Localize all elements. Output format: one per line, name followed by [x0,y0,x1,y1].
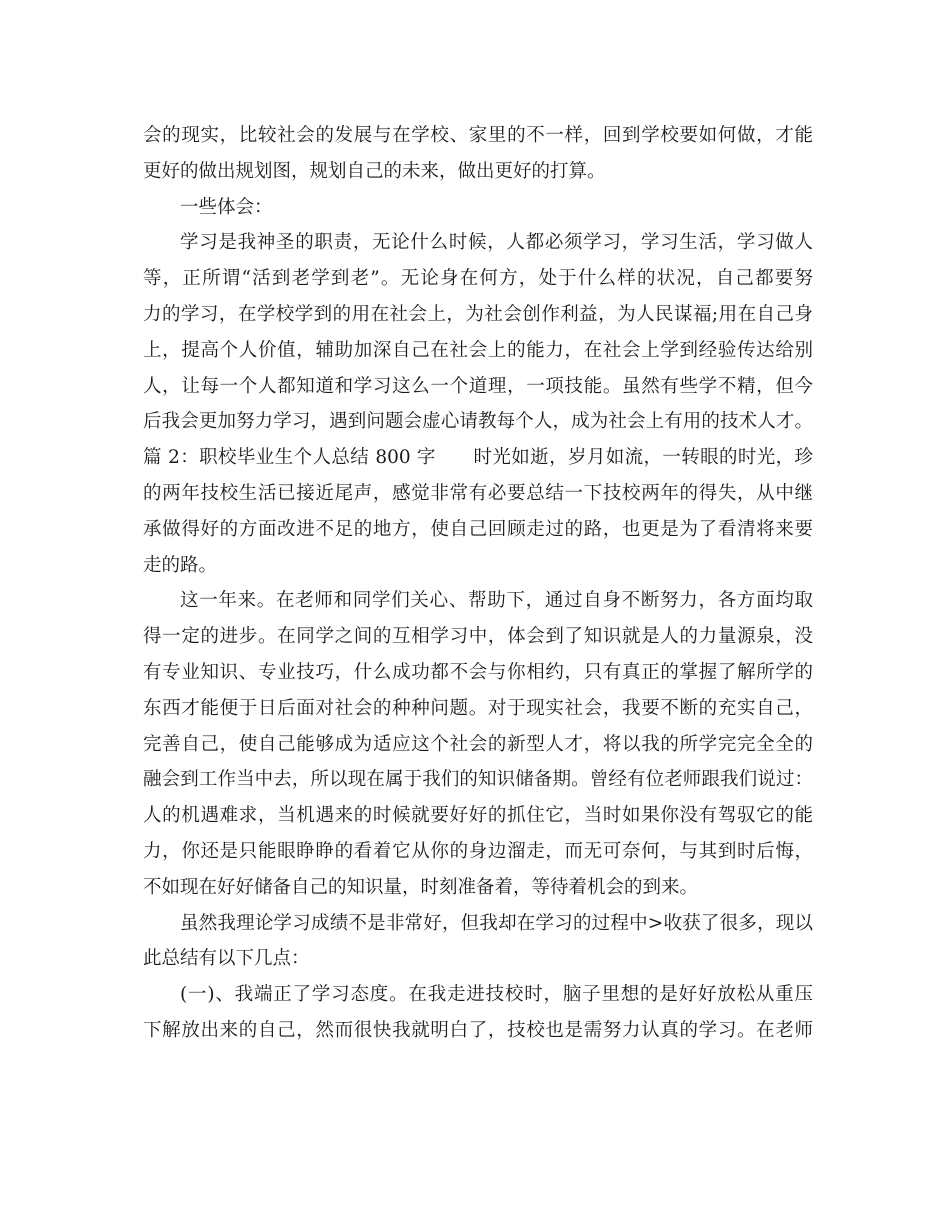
text-line: 东西才能便于日后面对社会的种种问题。对于现实社会，我要不断的充实自己， [143,697,813,719]
text-line: 后我会更加努力学习，遇到问题会虚心请教每个人，成为社会上有用的技术人才。 [143,411,813,433]
text-line: 有专业知识、专业技巧，什么成功都不会与你相约，只有真正的掌握了解所学的 [143,661,813,683]
text-line: 不如现在好好储备自己的知识量，时刻准备着，等待着机会的到来。 [143,876,699,898]
document-body [143,118,813,1049]
text-line: 人，让每一个人都知道和学习这么一个道理，一项技能。虽然有些学不精，但今 [143,375,813,397]
text-line: 会的现实，比较社会的发展与在学校、家里的不一样，回到学校要如何做，才能 [143,125,813,146]
text-line: 此总结有以下几点： [143,948,310,970]
text-line: 融会到工作当中去，所以现在属于我们的知识储备期。曾经有位老师跟我们说过： [143,769,813,791]
text-line: 完善自己，使自己能够成为适应这个社会的新型人才，将以我的所学完完全全的 [143,733,813,755]
text-line: 承做得好的方面改进不足的地方，使自己回顾走过的路，也更是为了看清将来要 [143,518,813,540]
text-line: 力，你还是只能眼睁睁的看着它从你的身边溜走，而无可奈何，与其到时后悔， [143,840,813,862]
text-line: 更好的做出规划图，规划自己的未来，做出更好的打算。 [143,160,606,182]
text-line: 一些体会： [180,196,273,218]
text-line: 等，正所谓“活到老学到老”。无论身在何方，处于什么样的状况，自己都要努 [143,268,813,290]
text-line: 学习是我神圣的职责，无论什么时候，人都必须学习，学习生活，学习做人 [180,232,813,254]
text-line: 虽然我理论学习成绩不是非常好，但我却在学习的过程中>收获了很多，现以 [180,912,813,934]
text-line: 的两年技校生活已接近尾声，感觉非常有必要总结一下技校两年的得失，从中继 [143,482,813,504]
text-line: 下解放出来的自己，然而很快我就明白了，技校也是需努力认真的学习。在老师 [143,1019,813,1041]
text-line: 篇 2：职校毕业生个人总结 800 字 时光如逝，岁月如流，一转眼的时光，珍 [143,447,813,469]
text-line: 走的路。 [143,554,218,576]
text-line: 力的学习，在学校学到的用在社会上，为社会创作利益，为人民谋福;用在自己身 [143,303,813,325]
text-line: (一)、我端正了学习态度。在我走进技校时，脑子里想的是好好放松从重压 [180,984,813,1006]
text-line: 这一年来。在老师和同学们关心、帮助下，通过自身不断努力，各方面均取 [180,590,813,612]
text-line: 得一定的进步。在同学之间的互相学习中，体会到了知识就是人的力量源泉，没 [143,626,813,648]
text-line: 人的机遇难求，当机遇来的时候就要好好的抓住它，当时如果你没有驾驭它的能 [143,805,813,827]
text-line: 上，提高个人价值，辅助加深自己在社会上的能力，在社会上学到经验传达给别 [143,339,813,361]
